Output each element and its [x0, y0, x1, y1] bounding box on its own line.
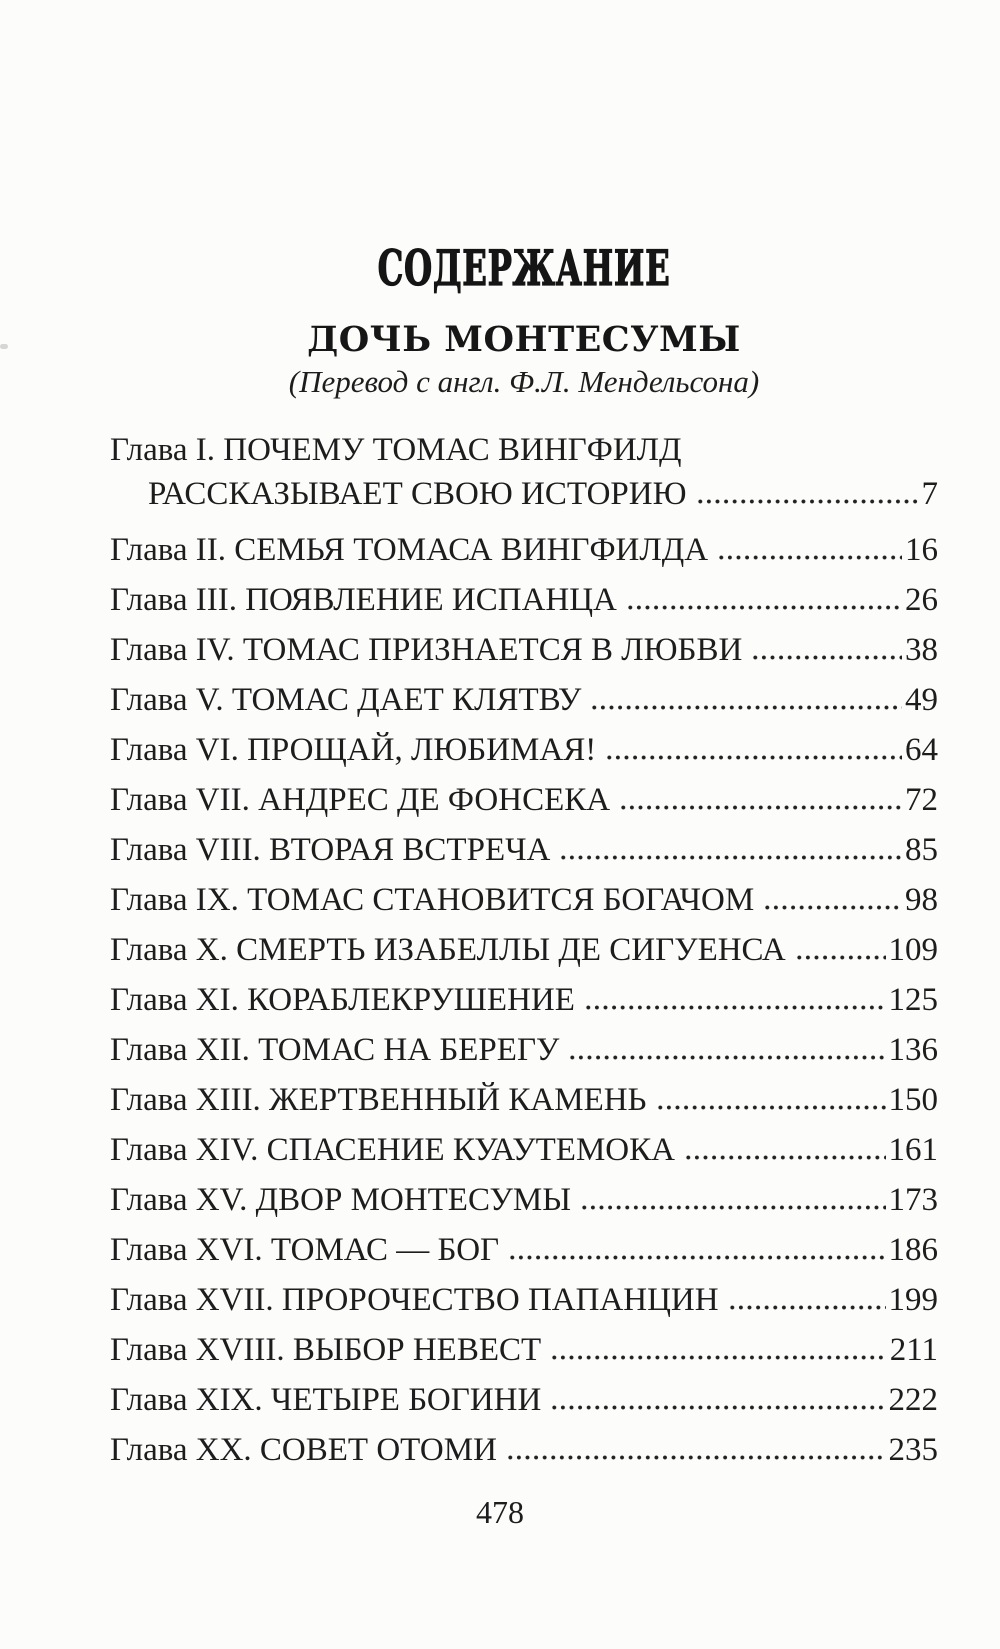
dot-leader: [654, 1105, 886, 1110]
toc-entry-line: [110, 1175, 938, 1225]
chapter-title: Глава XX. СОВЕТ ОТОМИ: [110, 1432, 497, 1468]
toc-entry: [110, 1375, 938, 1425]
chapter-title: Глава XIX. ЧЕТЫРЕ БОГИНИ: [110, 1382, 542, 1418]
dot-leader: [582, 1005, 886, 1010]
dot-leader: [548, 1355, 887, 1360]
page-ref: 173: [888, 1182, 938, 1218]
page-ref: 26: [905, 582, 938, 618]
page-ref: 109: [888, 932, 938, 968]
chapter-title: Глава IV. ТОМАС ПРИЗНАЕТСЯ В ЛЮБВИ: [110, 632, 743, 668]
toc-entry-line: [110, 1225, 938, 1275]
contents-title: СОДЕРЖАНИЕ: [377, 239, 671, 297]
chapter-title: Глава IX. ТОМАС СТАНОВИТСЯ БОГАЧОМ: [110, 882, 755, 918]
chapter-title: Глава XV. ДВОР МОНТЕСУМЫ: [110, 1182, 572, 1218]
toc-entry-line: [110, 775, 938, 825]
toc-entry-line: [110, 1075, 938, 1125]
page-ref: 136: [888, 1032, 938, 1068]
dot-leader: [506, 1255, 885, 1260]
dot-leader: [504, 1455, 886, 1460]
toc-entry-line: [110, 575, 938, 625]
toc-entry-line: [110, 525, 938, 575]
page-ref: 222: [888, 1382, 938, 1418]
chapter-title: РАССКАЗЫВАЕТ СВОЮ ИСТОРИЮ: [148, 476, 687, 512]
toc-entry-line: [110, 1025, 938, 1075]
dot-leader: [624, 605, 902, 610]
page-ref: 72: [905, 782, 938, 818]
toc-list: [110, 428, 938, 1475]
chapter-title: Глава XIII. ЖЕРТВЕННЫЙ КАМЕНЬ: [110, 1082, 647, 1118]
chapter-title: Глава II. СЕМЬЯ ТОМАСА ВИНГФИЛДА: [110, 532, 709, 568]
toc-entry-line: [110, 1125, 938, 1175]
toc-entry-line: [110, 1325, 938, 1375]
chapter-title: Глава VI. ПРОЩАЙ, ЛЮБИМАЯ!: [110, 732, 597, 768]
page-ref: 16: [905, 532, 938, 568]
dot-leader: [578, 1205, 885, 1210]
dot-leader: [548, 1405, 885, 1410]
toc-entry-line: [110, 1375, 938, 1425]
toc-entry: [110, 575, 938, 625]
toc-entry: [110, 1025, 938, 1075]
page-ref: 38: [905, 632, 938, 668]
dot-leader: [682, 1155, 886, 1160]
toc-entry: [110, 1425, 938, 1475]
toc-entry: [110, 428, 938, 516]
toc-entry: [110, 1075, 938, 1125]
dot-leader: [793, 955, 886, 960]
toc-entry: [110, 525, 938, 575]
toc-entry: [110, 925, 938, 975]
dot-leader: [726, 1305, 886, 1310]
page-ref: 98: [905, 882, 938, 918]
dot-leader: [715, 555, 902, 560]
dot-leader: [603, 755, 902, 760]
dot-leader: [557, 855, 902, 860]
chapter-title: Глава X. СМЕРТЬ ИЗАБЕЛЛЫ ДЕ СИГУЕНСА: [110, 932, 786, 968]
chapter-title: Глава I. ПОЧЕМУ ТОМАС ВИНГФИЛД: [110, 432, 682, 468]
page-ref: 199: [888, 1282, 938, 1318]
chapter-title: Глава XI. КОРАБЛЕКРУШЕНИЕ: [110, 982, 575, 1018]
page-ref: 85: [905, 832, 938, 868]
toc-entry-line: [110, 825, 938, 875]
page-ref: 7: [921, 476, 938, 512]
toc-entry: [110, 1225, 938, 1275]
chapter-title: Глава III. ПОЯВЛЕНИЕ ИСПАНЦА: [110, 582, 617, 618]
toc-entry: [110, 825, 938, 875]
toc-entry: [110, 1175, 938, 1225]
toc-entry-line: [110, 725, 938, 775]
toc-entry: [110, 875, 938, 925]
page-ref: 125: [888, 982, 938, 1018]
toc-entry-line: [110, 925, 938, 975]
page-ref: 161: [888, 1132, 938, 1168]
toc-entry: [110, 1325, 938, 1375]
dot-leader: [694, 499, 919, 504]
toc-entry-line: [110, 1275, 938, 1325]
chapter-title: Глава XVIII. ВЫБОР НЕВЕСТ: [110, 1332, 542, 1368]
dot-leader: [761, 905, 902, 910]
page-ref: 150: [888, 1082, 938, 1118]
chapter-title: Глава XVI. ТОМАС — БОГ: [110, 1232, 500, 1268]
page-ref: 211: [889, 1332, 938, 1368]
toc-entry-line: [110, 625, 938, 675]
chapter-title: Глава V. ТОМАС ДАЕТ КЛЯТВУ: [110, 682, 582, 718]
toc-entry: [110, 775, 938, 825]
toc-entry: [110, 1275, 938, 1325]
toc-entry: [110, 675, 938, 725]
page-number: 478: [476, 1494, 524, 1530]
toc-entry: [110, 725, 938, 775]
page-ref: 235: [888, 1432, 938, 1468]
book-title: ДОЧЬ МОНТЕСУМЫ: [307, 319, 741, 360]
toc-entry: [110, 625, 938, 675]
scan-artifact-speck: [0, 344, 8, 349]
chapter-title: Глава XVII. ПРОРОЧЕСТВО ПАПАНЦИН: [110, 1282, 719, 1318]
toc-entry-line: [110, 472, 938, 516]
page-ref: 64: [905, 732, 938, 768]
toc-entry: [110, 1125, 938, 1175]
dot-leader: [588, 705, 902, 710]
toc-entry-line: [110, 675, 938, 725]
dot-leader: [749, 655, 902, 660]
translator-note: (Перевод с англ. Ф.Л. Мендельсона): [288, 364, 760, 399]
chapter-title: Глава VIII. ВТОРАЯ ВСТРЕЧА: [110, 832, 551, 868]
page-ref: 49: [905, 682, 938, 718]
chapter-title: Глава VII. АНДРЕС ДЕ ФОНСЕКА: [110, 782, 611, 818]
toc-entry-line: [110, 875, 938, 925]
dot-leader: [566, 1055, 885, 1060]
page-ref: 186: [888, 1232, 938, 1268]
dot-leader: [617, 805, 902, 810]
toc-entry-line: [110, 1425, 938, 1475]
toc-entry-line: [110, 428, 938, 472]
chapter-title: Глава XIV. СПАСЕНИЕ КУАУТЕМОКА: [110, 1132, 675, 1168]
toc-entry: [110, 975, 938, 1025]
chapter-title: Глава XII. ТОМАС НА БЕРЕГУ: [110, 1032, 560, 1068]
toc-entry-line: [110, 975, 938, 1025]
